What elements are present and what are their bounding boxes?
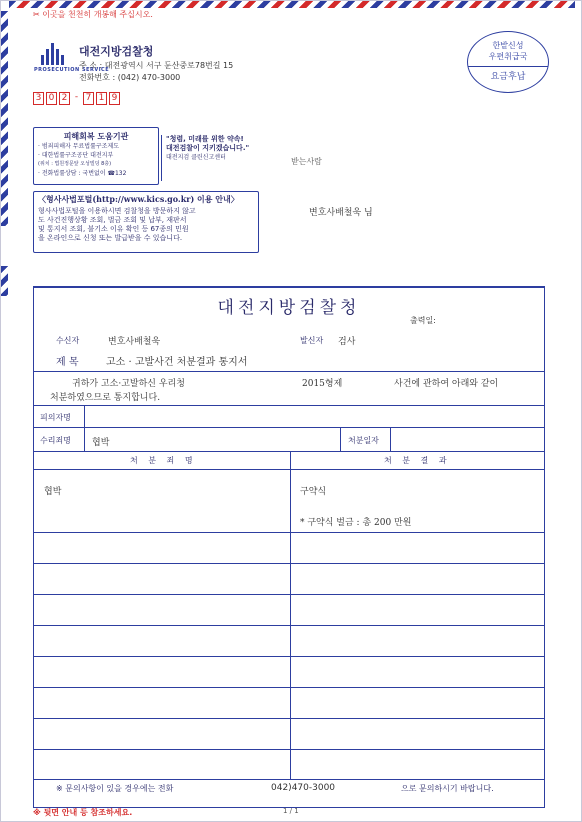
victim-support-box bbox=[33, 127, 159, 185]
zip-digit: 3 bbox=[33, 92, 44, 105]
form-title: 대전지방검찰청 bbox=[217, 298, 361, 318]
subject-label: 제 목 bbox=[56, 357, 79, 368]
victim-box-title: 피해회복 도움기관 bbox=[63, 131, 129, 141]
stamp-line3: 요금후납 bbox=[468, 66, 548, 82]
org-name: 대전지방검찰청 bbox=[79, 45, 154, 58]
stamp-line2: 우편취급국 bbox=[488, 52, 528, 61]
notice-body-line2: 처분하였으므로 통지합니다. bbox=[50, 393, 161, 403]
col-header-crime: 처 분 죄 명 bbox=[130, 456, 197, 465]
notice-body-b: 사건에 관하여 아래와 같이 bbox=[394, 379, 499, 389]
receiver-label: 받는사람 bbox=[291, 157, 322, 166]
zip-digit: - bbox=[74, 92, 79, 102]
kics-info-box bbox=[33, 191, 259, 253]
zip-digit: 0 bbox=[46, 92, 57, 105]
footer-prefix: ※ 문의사항이 있을 경우에는 전화 bbox=[56, 784, 174, 793]
kics-body-line: 을 온라인으로 신청 또는 발급받을 수 있습니다. bbox=[38, 234, 183, 242]
print-date-label: 출력일: bbox=[410, 316, 436, 325]
subject-value: 고소 · 고발사건 처분결과 통지서 bbox=[106, 357, 248, 368]
back-side-note: ※ 뒷면 안내 등 참조하세요. bbox=[33, 808, 133, 817]
result-row-fine: * 구약식 벌금 : 총 200 만원 bbox=[300, 518, 412, 528]
footer-phone: 042)470-3000 bbox=[271, 783, 336, 793]
notice-body-a: 귀하가 고소·고발하신 우리청 bbox=[72, 379, 185, 389]
org-address: 주 소 : 대전광역시 서구 둔산중로78번길 15 bbox=[79, 61, 234, 70]
airmail-stripe-left bbox=[1, 11, 8, 226]
stamp-line1: 한밭신성 bbox=[492, 41, 524, 50]
kics-body-line: 형사사법포털을 이용하시면 검찰청을 방문하지 않고 bbox=[38, 207, 196, 215]
sender-label: 발신자 bbox=[300, 336, 324, 345]
zip-digit: 2 bbox=[59, 92, 70, 105]
logo-caption: PROSECUTION SERVICE bbox=[34, 67, 110, 73]
crime-value: 협박 bbox=[92, 438, 110, 448]
prosecution-logo-icon bbox=[39, 43, 65, 65]
recipient-label: 수신자 bbox=[56, 336, 80, 345]
suspect-label: 피의자명 bbox=[40, 413, 71, 422]
promise-line3: 대전지검 클린신고센터 bbox=[166, 154, 226, 161]
result-row-disposal: 구약식 bbox=[300, 487, 327, 497]
receiver-name: 변호사배철욱 님 bbox=[309, 208, 373, 218]
integrity-promise bbox=[161, 135, 262, 181]
victim-box-item: · 대한법률구조공단 대전지부 bbox=[38, 152, 114, 159]
victim-box-item: · 전화법률상담 : 국번없이 ☎132 bbox=[38, 170, 127, 177]
postage-stamp bbox=[467, 31, 549, 93]
zip-code bbox=[33, 92, 120, 105]
inquiry-footer bbox=[56, 783, 494, 794]
airmail-stripe-left-lower bbox=[1, 266, 8, 296]
col-header-result: 처 분 결 과 bbox=[384, 456, 451, 465]
recipient-value: 변호사배철욱 bbox=[108, 337, 161, 347]
airmail-stripe bbox=[9, 1, 575, 8]
zip-digit: 9 bbox=[109, 92, 120, 105]
victim-box-item: (위치 : 법원정문앞 오성빌딩 8층) bbox=[38, 161, 112, 167]
promise-line2: 대전검찰이 지키겠습니다." bbox=[166, 144, 250, 152]
crime-label: 수리죄명 bbox=[40, 436, 71, 445]
kics-body-line: 도 사건진행상황 조회, 벌금 조회 및 납부, 재판서 bbox=[38, 216, 187, 224]
disposal-date-label: 처분일자 bbox=[348, 436, 379, 445]
zip-digit: 7 bbox=[83, 92, 94, 105]
page-indicator: 1 / 1 bbox=[283, 807, 299, 815]
victim-box-item: · 범죄피해자 무료법률구조제도 bbox=[38, 143, 120, 150]
org-phone: 전화번호 : (042) 470-3000 bbox=[79, 73, 181, 82]
kics-title: 〈형사사법포털(http://www.kics.go.kr) 이용 안내〉 bbox=[38, 194, 239, 204]
promise-line1: "청렴, 미래를 위한 약속! bbox=[166, 135, 244, 143]
sender-value: 검사 bbox=[338, 337, 356, 347]
tear-notice: ✂ 이곳을 천천히 개봉해 주십시오. bbox=[33, 10, 153, 19]
footer-suffix: 으로 문의하시기 바랍니다. bbox=[401, 784, 494, 793]
case-number: 2015형제 bbox=[302, 379, 343, 389]
kics-body-line: 및 통지서 조회, 불기소 이유 확인 등 67종의 민원 bbox=[38, 225, 189, 233]
disposition-notice-form bbox=[33, 286, 545, 808]
zip-digit: 1 bbox=[96, 92, 107, 105]
result-row-crime: 협박 bbox=[44, 487, 62, 497]
